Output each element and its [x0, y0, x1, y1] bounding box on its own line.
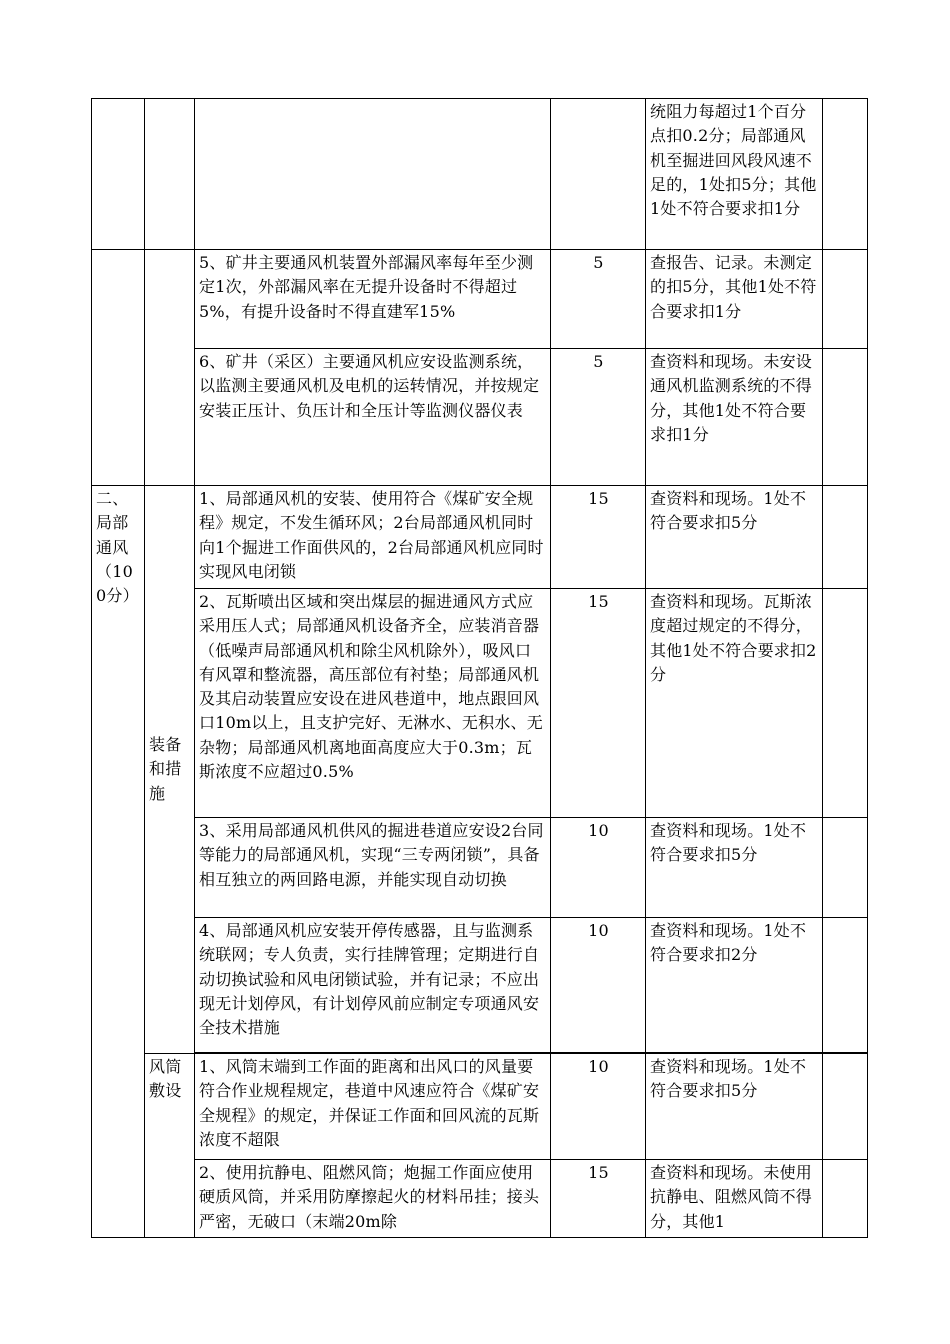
method-cell: 查资料和现场。未安设通风机监测系统的不得分，其他1处不符合要求扣1分 — [646, 349, 823, 486]
content-cell: 3、采用局部通风机供风的掘进巷道应安设2台同等能力的局部通风机，实现“三专两闭锁”，具备相互独立的两回路电源，并能实现自动切换 — [195, 818, 551, 918]
score-cell: 15 — [551, 486, 646, 589]
content-cell: 2、瓦斯喷出区域和突出煤层的掘进通风方式应采用压人式；局部通风机设备齐全，应装消音器（低噪声局部通风机和除尘风机除外），吸风口有风罩和整流器，高压部位有衬垫；局部通风机及其启动装置应安设在进风巷道中，地点跟回风口10m以上，且支护完好、无淋水、无积水、无杂物；局部通风机离地面高度应大于0.3m；瓦斯浓度不应超过0.5% — [195, 589, 551, 818]
method-cell: 查资料和现场。1处不符合要求扣5分 — [646, 1054, 823, 1160]
result-cell — [823, 918, 868, 1053]
table-row — [92, 1054, 868, 1160]
method-cell: 查报告、记录。未测定的扣5分，其他1处不符合要求扣1分 — [646, 250, 823, 349]
subcategory-cell: 装备和措施 — [145, 486, 195, 1054]
table-row — [92, 1160, 868, 1238]
method-cell: 查资料和现场。1处不符合要求扣5分 — [646, 486, 823, 589]
score-cell: 10 — [551, 1054, 646, 1160]
result-cell — [823, 818, 868, 918]
method-cell: 统阻力每超过1个百分点扣0.2分；局部通风机至掘进回风段风速不足的，1处扣5分；其他1处不符合要求扣1分 — [646, 99, 823, 250]
content-cell: 4、局部通风机应安装开停传感器，且与监测系统联网；专人负责，实行挂牌管理；定期进行自动切换试验和风电闭锁试验，并有记录；不应出现无计划停风，有计划停风前应制定专项通风安全技术措施 — [195, 918, 551, 1053]
table-row — [92, 818, 868, 918]
score-cell: 10 — [551, 818, 646, 918]
scoring-table — [91, 98, 868, 1238]
table-row — [92, 918, 868, 1053]
score-cell — [551, 99, 646, 250]
content-cell: 2、使用抗静电、阻燃风筒；炮掘工作面应使用硬质风筒，并采用防摩擦起火的材料吊挂；接头严密，无破口（末端20m除 — [195, 1160, 551, 1238]
result-cell — [823, 1160, 868, 1238]
subcategory-cell — [145, 99, 195, 250]
method-cell: 查资料和现场。1处不符合要求扣5分 — [646, 818, 823, 918]
category-cell — [92, 99, 145, 250]
content-cell — [195, 99, 551, 250]
score-cell: 5 — [551, 250, 646, 349]
table-row — [92, 486, 868, 589]
score-cell: 5 — [551, 349, 646, 486]
content-cell: 6、矿井（采区）主要通风机应安设监测系统，以监测主要通风机及电机的运转情况，并按规定安装正压计、负压计和全压计等监测仪器仪表 — [195, 349, 551, 486]
score-cell: 15 — [551, 589, 646, 818]
subcategory-cell — [145, 250, 195, 486]
score-cell: 10 — [551, 918, 646, 1053]
table-row — [92, 250, 868, 349]
table-row — [92, 99, 868, 250]
table-row — [92, 349, 868, 486]
result-cell — [823, 99, 868, 250]
score-cell: 15 — [551, 1160, 646, 1238]
result-cell — [823, 589, 868, 818]
method-cell: 查资料和现场。瓦斯浓度超过规定的不得分，其他1处不符合要求扣2分 — [646, 589, 823, 818]
content-cell: 1、风筒末端到工作面的距离和出风口的风量要符合作业规程规定，巷道中风速应符合《煤矿安全规程》的规定，并保证工作面和回风流的瓦斯浓度不超限 — [195, 1054, 551, 1160]
result-cell — [823, 349, 868, 486]
category-cell: 二、局部通风（100分） — [92, 486, 145, 1238]
method-cell: 查资料和现场。1处不符合要求扣2分 — [646, 918, 823, 1053]
table-row — [92, 589, 868, 818]
category-cell — [92, 250, 145, 486]
method-cell: 查资料和现场。未使用抗静电、阻燃风筒不得分，其他1 — [646, 1160, 823, 1238]
result-cell — [823, 1054, 868, 1160]
result-cell — [823, 486, 868, 589]
subcategory-cell: 风筒敷设 — [145, 1054, 195, 1238]
result-cell — [823, 250, 868, 349]
content-cell: 5、矿井主要通风机装置外部漏风率每年至少测定1次，外部漏风率在无提升设备时不得超过5%，有提升设备时不得直建军15% — [195, 250, 551, 349]
content-cell: 1、局部通风机的安装、使用符合《煤矿安全规程》规定，不发生循环风；2台局部通风机同时向1个掘进工作面供风的，2台局部通风机应同时实现风电闭锁 — [195, 486, 551, 589]
